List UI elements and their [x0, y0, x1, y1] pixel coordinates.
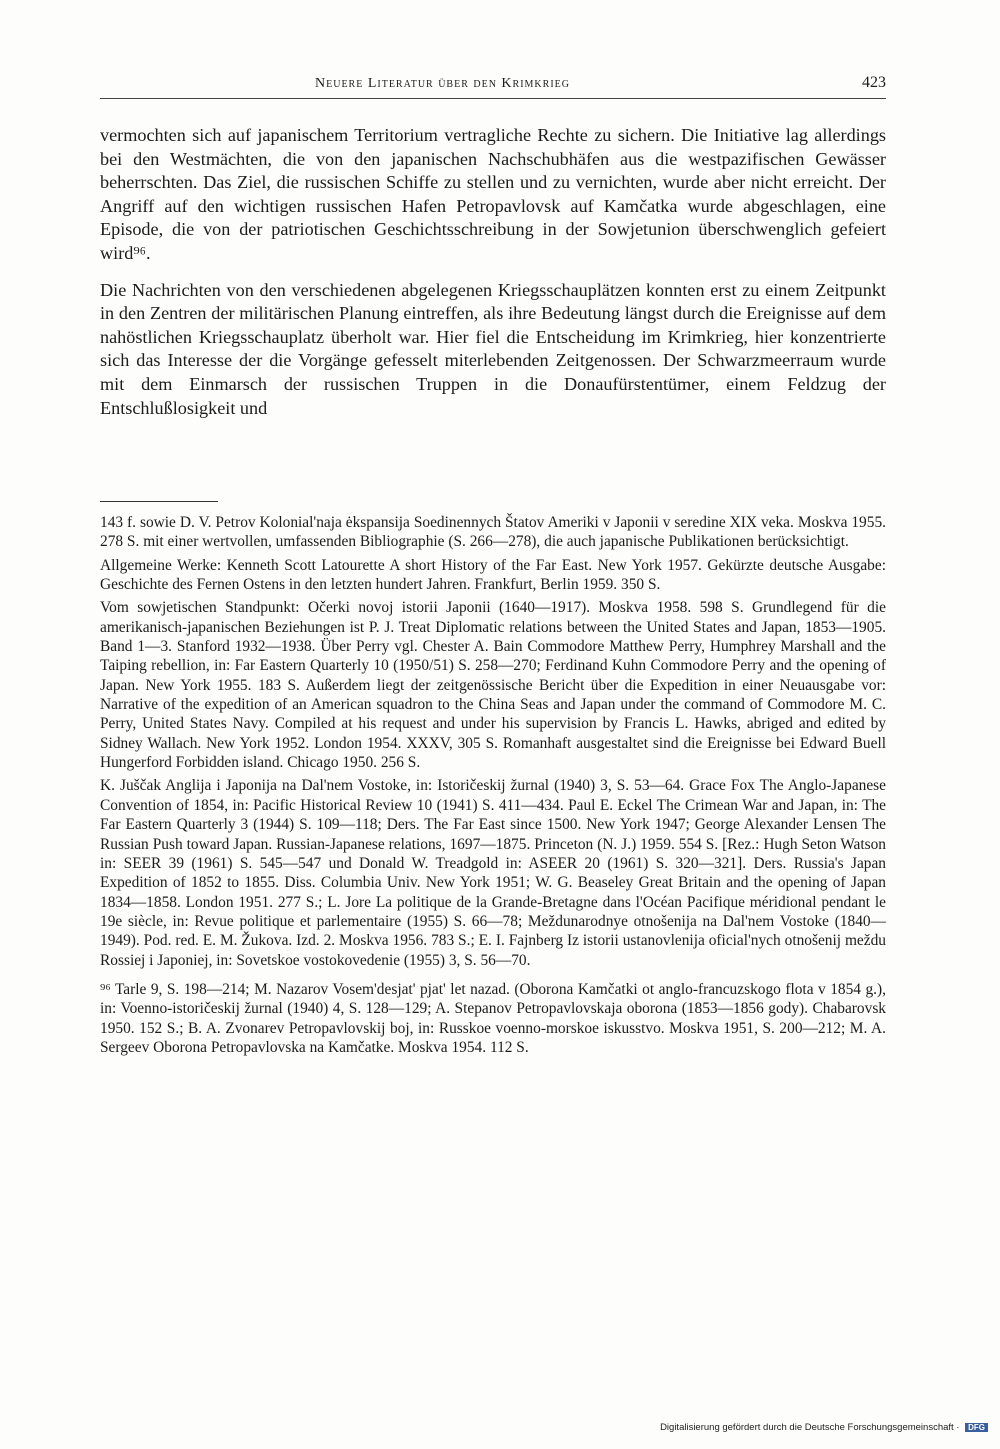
- footnote: ⁹⁶ Tarle 9, S. 198—214; M. Nazarov Vosem'desjat' pjat' let nazad. (Oborona Kamčatki ot anglo-francuzskogo flota v 1854 g.), in: Voenno-istoričeskij žurnal (1940) 4, S. 128—129; A. Stepanov Petropavlovskaja oborona (1853—1856 gody). Chabarovsk 1950. 152 S.; B. A. Zvonarev Petropavlovskij boj, in: Russkoe voenno-morskoe iskusstvo. Moskva 1951, S. 200—212; M. A. Sergeev Oborona Petropavlovska na Kamčatke. Moskva 1954. 112 S.: [100, 980, 886, 1056]
- body-paragraph: vermochten sich auf japanischem Territorium vertragliche Rechte zu sichern. Die Initiative lag allerdings bei den Westmächten, die von den japanischen Nachschubhäfen aus die westpazifischen Gewässer beherrschten. Das Ziel, die russischen Schiffe zu stellen und zu vernichten, wurde aber nicht erreicht. Der Angriff auf den wichtigen russischen Hafen Petropavlovsk auf Kamčatka wurde abgeschlagen, eine Episode, die von der patriotischen Geschichtsschreibung in der Sowjetunion überschwenglich gefeiert wird⁹⁶.: [100, 125, 886, 263]
- running-title: Neuere Literatur über den Krimkrieg: [315, 76, 570, 91]
- body-paragraph: Die Nachrichten von den verschiedenen abgelegenen Kriegsschauplätzen konnten erst zu einem Zeitpunkt in den Zentren der militärischen Planung eintreffen, als ihre Bedeutung längst durch die Ereignisse auf dem nahöstlichen Kriegsschauplatz überholt war. Hier fiel die Entscheidung im Krimkrieg, hier konzentrierte sich das Interesse der die Vorgänge gefesselt miterlebenden Zeitgenossen. Der Schwarzmeerraum wurde mit dem Einmarsch der russischen Truppen in die Donaufürstentümer, einem Feldzug der Entschlußlosigkeit und: [100, 279, 886, 418]
- footnote: Vom sowjetischen Standpunkt: Očerki novoj istorii Japonii (1640—1917). Moskva 1958. 598 S. Grundlegend für die amerikanisch-japanischen Beziehungen ist P. J. Treat Diplomatic relations between the United States and Japan, 1853—1905. Band 1—3. Stanford 1932—1938. Über Perry vgl. Chester A. Bain Commodore Matthew Perry, Humphrey Marshall and the Taiping rebellion, in: Far Eastern Quarterly 10 (1950/51) S. 258—270; Ferdinand Kuhn Commodore Perry and the opening of Japan. New York 1955. 183 S. Außerdem liegt der zeitgenössische Bericht über die Expedition in einer Neuausgabe vor: Narrative of the expedition of an American squadron to the China Seas and Japan under the command of Commodore M. C. Perry, United States Navy. Compiled at his request and under his supervision by Francis L. Hawks, abriged and edited by Sidney Wallach. New York 1952. London 1954. XXXV, 305 S. Romanhaft ausgestaltet sind die Ereignisse bei Edward Buell Hungerford Forbidden island. Chicago 1950. 256 S.: [100, 599, 886, 772]
- footnote: Allgemeine Werke: Kenneth Scott Latourette A short History of the Far East. New York 1957. Gekürzte deutsche Ausgabe: Geschichte des Fernen Ostens in den letzten hundert Jahren. Frankfurt, Berlin 1959. 350 S.: [100, 556, 886, 594]
- footnotes: [100, 513, 886, 1061]
- footnote-rule: [100, 501, 218, 502]
- footer-text: Digitalisierung gefördert durch die Deutsche Forschungsgemeinschaft ·: [660, 1422, 960, 1433]
- digitization-footer: [660, 1422, 988, 1433]
- dfg-logo: DFG: [965, 1423, 988, 1432]
- footnote: 143 f. sowie D. V. Petrov Kolonial'naja ėkspansija Soedinennych Štatov Ameriki v Japonii v seredine XIX veka. Moskva 1955. 278 S. mit einer wertvollen, umfassenden Bibliographie (S. 266—278), die auch japanische Publikationen berücksichtigt.: [100, 514, 886, 551]
- main-text: [100, 124, 886, 433]
- page-number: 423: [862, 74, 886, 91]
- footnote: K. Juščak Anglija i Japonija na Dal'nem Vostoke, in: Istoričeskij žurnal (1940) 3, S. 53—64. Grace Fox The Anglo-Japanese Convention of 1854, in: Pacific Historical Review 10 (1941) S. 411—434. Paul E. Eckel The Crimean War and Japan, in: The Far Eastern Quarterly 3 (1944) S. 109—118; Ders. The Far East since 1500. New York 1947; George Alexander Lensen The Russian Push toward Japan. Russian-Japanese relations, 1697—1875. Princeton (N. J.) 1959. 554 S. [Rez.: Hugh Seton Watson in: SEER 39 (1961) S. 545—547 und Donald W. Treadgold in: ASEER 20 (1961) S. 320—321]. Ders. Russia's Japan Expedition of 1852 to 1855. Diss. Columbia Univ. New York 1951; W. G. Beaseley Great Britain and the opening of Japan 1834—1858. London 1951. 277 S.; L. Jore La politique de la Grande-Bretagne dans l'Océan Pacifique méridional pendant le 19e siècle, in: Revue politique et parlementaire (1955) S. 66—78; Meždunarodnye otnošenija na Dal'nem Vostoke (1840—1949). Pod. red. E. M. Žukova. Izd. 2. Moskva 1956. 783 S.; E. I. Fajnberg Iz istorii ustanovlenija oficial'nych otnošenij meždu Rossiej i Japoniej, in: Sovetskoe vostokovedenie (1955) 3, S. 56—70.: [100, 777, 886, 969]
- running-header: [100, 74, 886, 99]
